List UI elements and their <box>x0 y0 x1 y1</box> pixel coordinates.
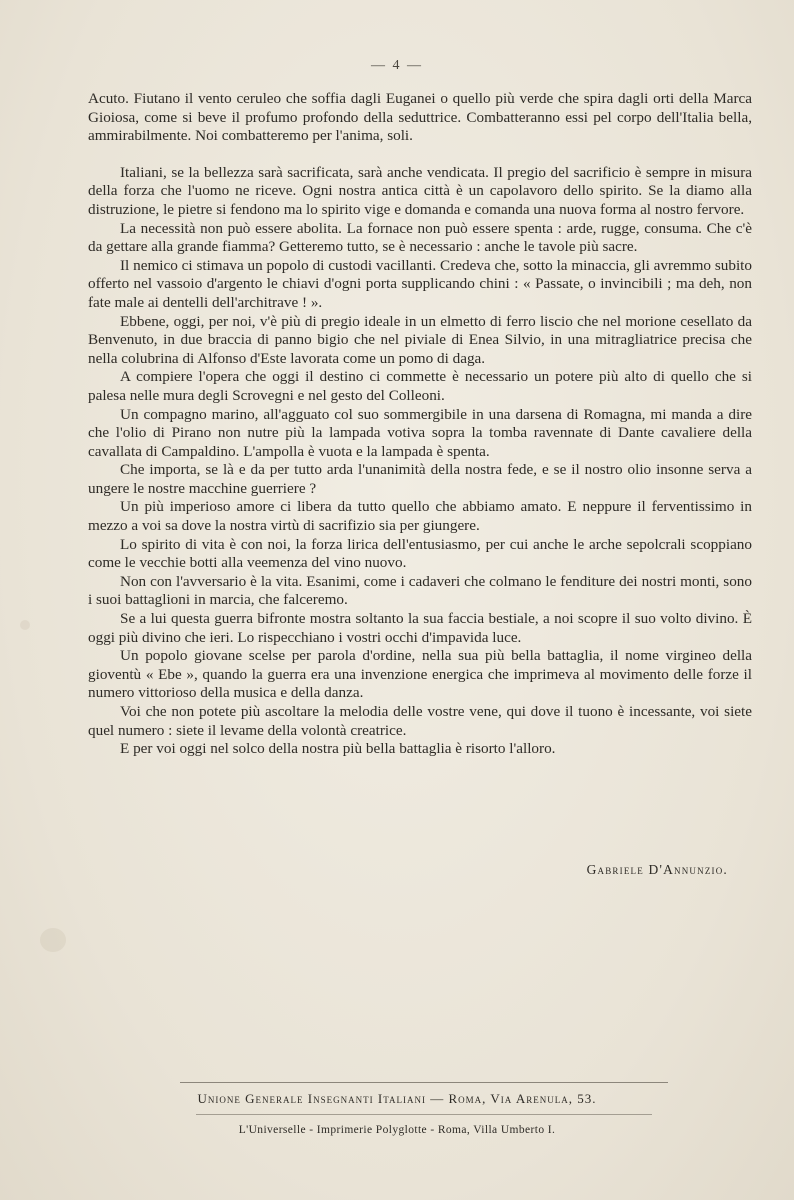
paragraph: Italiani, se la bellezza sarà sacrificata, sarà anche vendicata. Il pregio del sacrificio è sempre in misura della forza che l'uomo ne riceve. Ogni nostra antica città è un capolavoro dello spirito. Se la diamo alla distruzione, le pietre si fendono ma lo spirito vige e domanda e comanda una nuova forma al nostro fervore. <box>88 163 752 218</box>
paper-stain <box>20 620 30 630</box>
footer-publisher: Unione Generale Insegnanti Italiani — Roma, Via Arenula, 53. <box>197 1091 597 1106</box>
paragraph: Il nemico ci stimava un popolo di custodi vacillanti. Credeva che, sotto la minaccia, gli avremmo subito offerto nel vassoio d'argento le chiavi d'ogni porta supplicando chini : « Passate, o invincibili ; ma deh, non fate male ai dentelli dell'architrave ! ». <box>88 256 752 311</box>
paragraph: Se a lui questa guerra bifronte mostra soltanto la sua faccia bestiale, a noi scopre il suo volto divino. È oggi più divino che ieri. Lo rispecchiano i vostri occhi d'impavida luce. <box>88 610 752 646</box>
paragraph: Ebbene, oggi, per noi, v'è più di pregio ideale in un elmetto di ferro liscio che nel morione cesellato da Benvenuto, in due braccia di panno bigio che nel piviale di Enea Silvio, in una mitragliatrice precisa che nella colubrina di Alfonso d'Este lavorata come un pomo di daga. <box>88 312 752 367</box>
paragraph: Voi che non potete più ascoltare la melodia delle vostre vene, qui dove il tuono è incessante, voi siete quel numero : siete il levame della volontà creatrice. <box>88 703 752 739</box>
paragraph: La necessità non può essere abolita. La fornace non può essere spenta : arde, rugge, consuma. Che c'è da gettare alla grande fiamma? Getteremo tutto, se è necessario : anche le tavole più sacre. <box>88 219 752 256</box>
footer-printer: L'Universelle - Imprimerie Polyglotte - Roma, Villa Umberto I. <box>238 1124 556 1136</box>
paragraph: Non con l'avversario è la vita. Esanimi, come i cadaveri che colmano le fenditure dei nostri monti, sono i suoi battaglioni in marcia, che falceremo. <box>88 572 752 609</box>
footer-divider <box>196 1114 652 1115</box>
footer-divider <box>180 1082 668 1083</box>
paragraph: A compiere l'opera che oggi il destino ci commette è necessario un potere più alto di quello che si palesa nelle mura degli Scrovegni e nel gesto del Colleoni. <box>88 368 752 404</box>
paragraph: Che importa, se là e da per tutto arda l'unanimità della nostra fede, e se il nostro olio insonne serva a ungere le nostre macchine guerriere ? <box>88 461 752 497</box>
paragraph: Un più imperioso amore ci libera da tutto quello che abbiamo amato. E neppure il ferventissimo in mezzo a voi sa dove la nostra virtù di sacrifizio sia per giungere. <box>88 498 752 535</box>
paragraph: Lo spirito di vita è con noi, la forza lirica dell'entusiasmo, per cui anche le arche sepolcrali scoppiano come le vecchie botti alla veemenza del vino nuovo. <box>88 535 752 572</box>
paragraph: Un popolo giovane scelse per parola d'ordine, nella sua più bella battaglia, il nome virgineo della gioventù « Ebe », quando la guerra era una invenzione energica che imprimeva al movimento delle forze il numero vittorioso della musica e della danza. <box>88 647 752 702</box>
author-signature: Gabriele D'Annunzio. <box>586 862 728 877</box>
paper-stain <box>40 928 66 952</box>
paragraph: Un compagno marino, all'agguato col suo sommergibile in una darsena di Romagna, mi manda a dire che l'olio di Pirano non nutre più la lampada votiva sopra la tomba ravennate di Dante cavaliere della cavallata di Campaldino. L'ampolla è vuota e la lampada è spenta. <box>88 405 752 460</box>
paragraph: Acuto. Fiutano il vento ceruleo che soffia dagli Euganei o quello più verde che spira dagli orti della Marca Gioiosa, come si beve il profumo profondo della seduttrice. Combatteranno essi pel corpo dell'Italia bella, ammirabilmente. Noi combatteremo per l'anima, soli. <box>88 90 752 145</box>
body-text <box>88 90 752 759</box>
paragraph: E per voi oggi nel solco della nostra più bella battaglia è risorto l'alloro. <box>120 740 556 758</box>
page-number: — 4 — <box>371 58 423 73</box>
